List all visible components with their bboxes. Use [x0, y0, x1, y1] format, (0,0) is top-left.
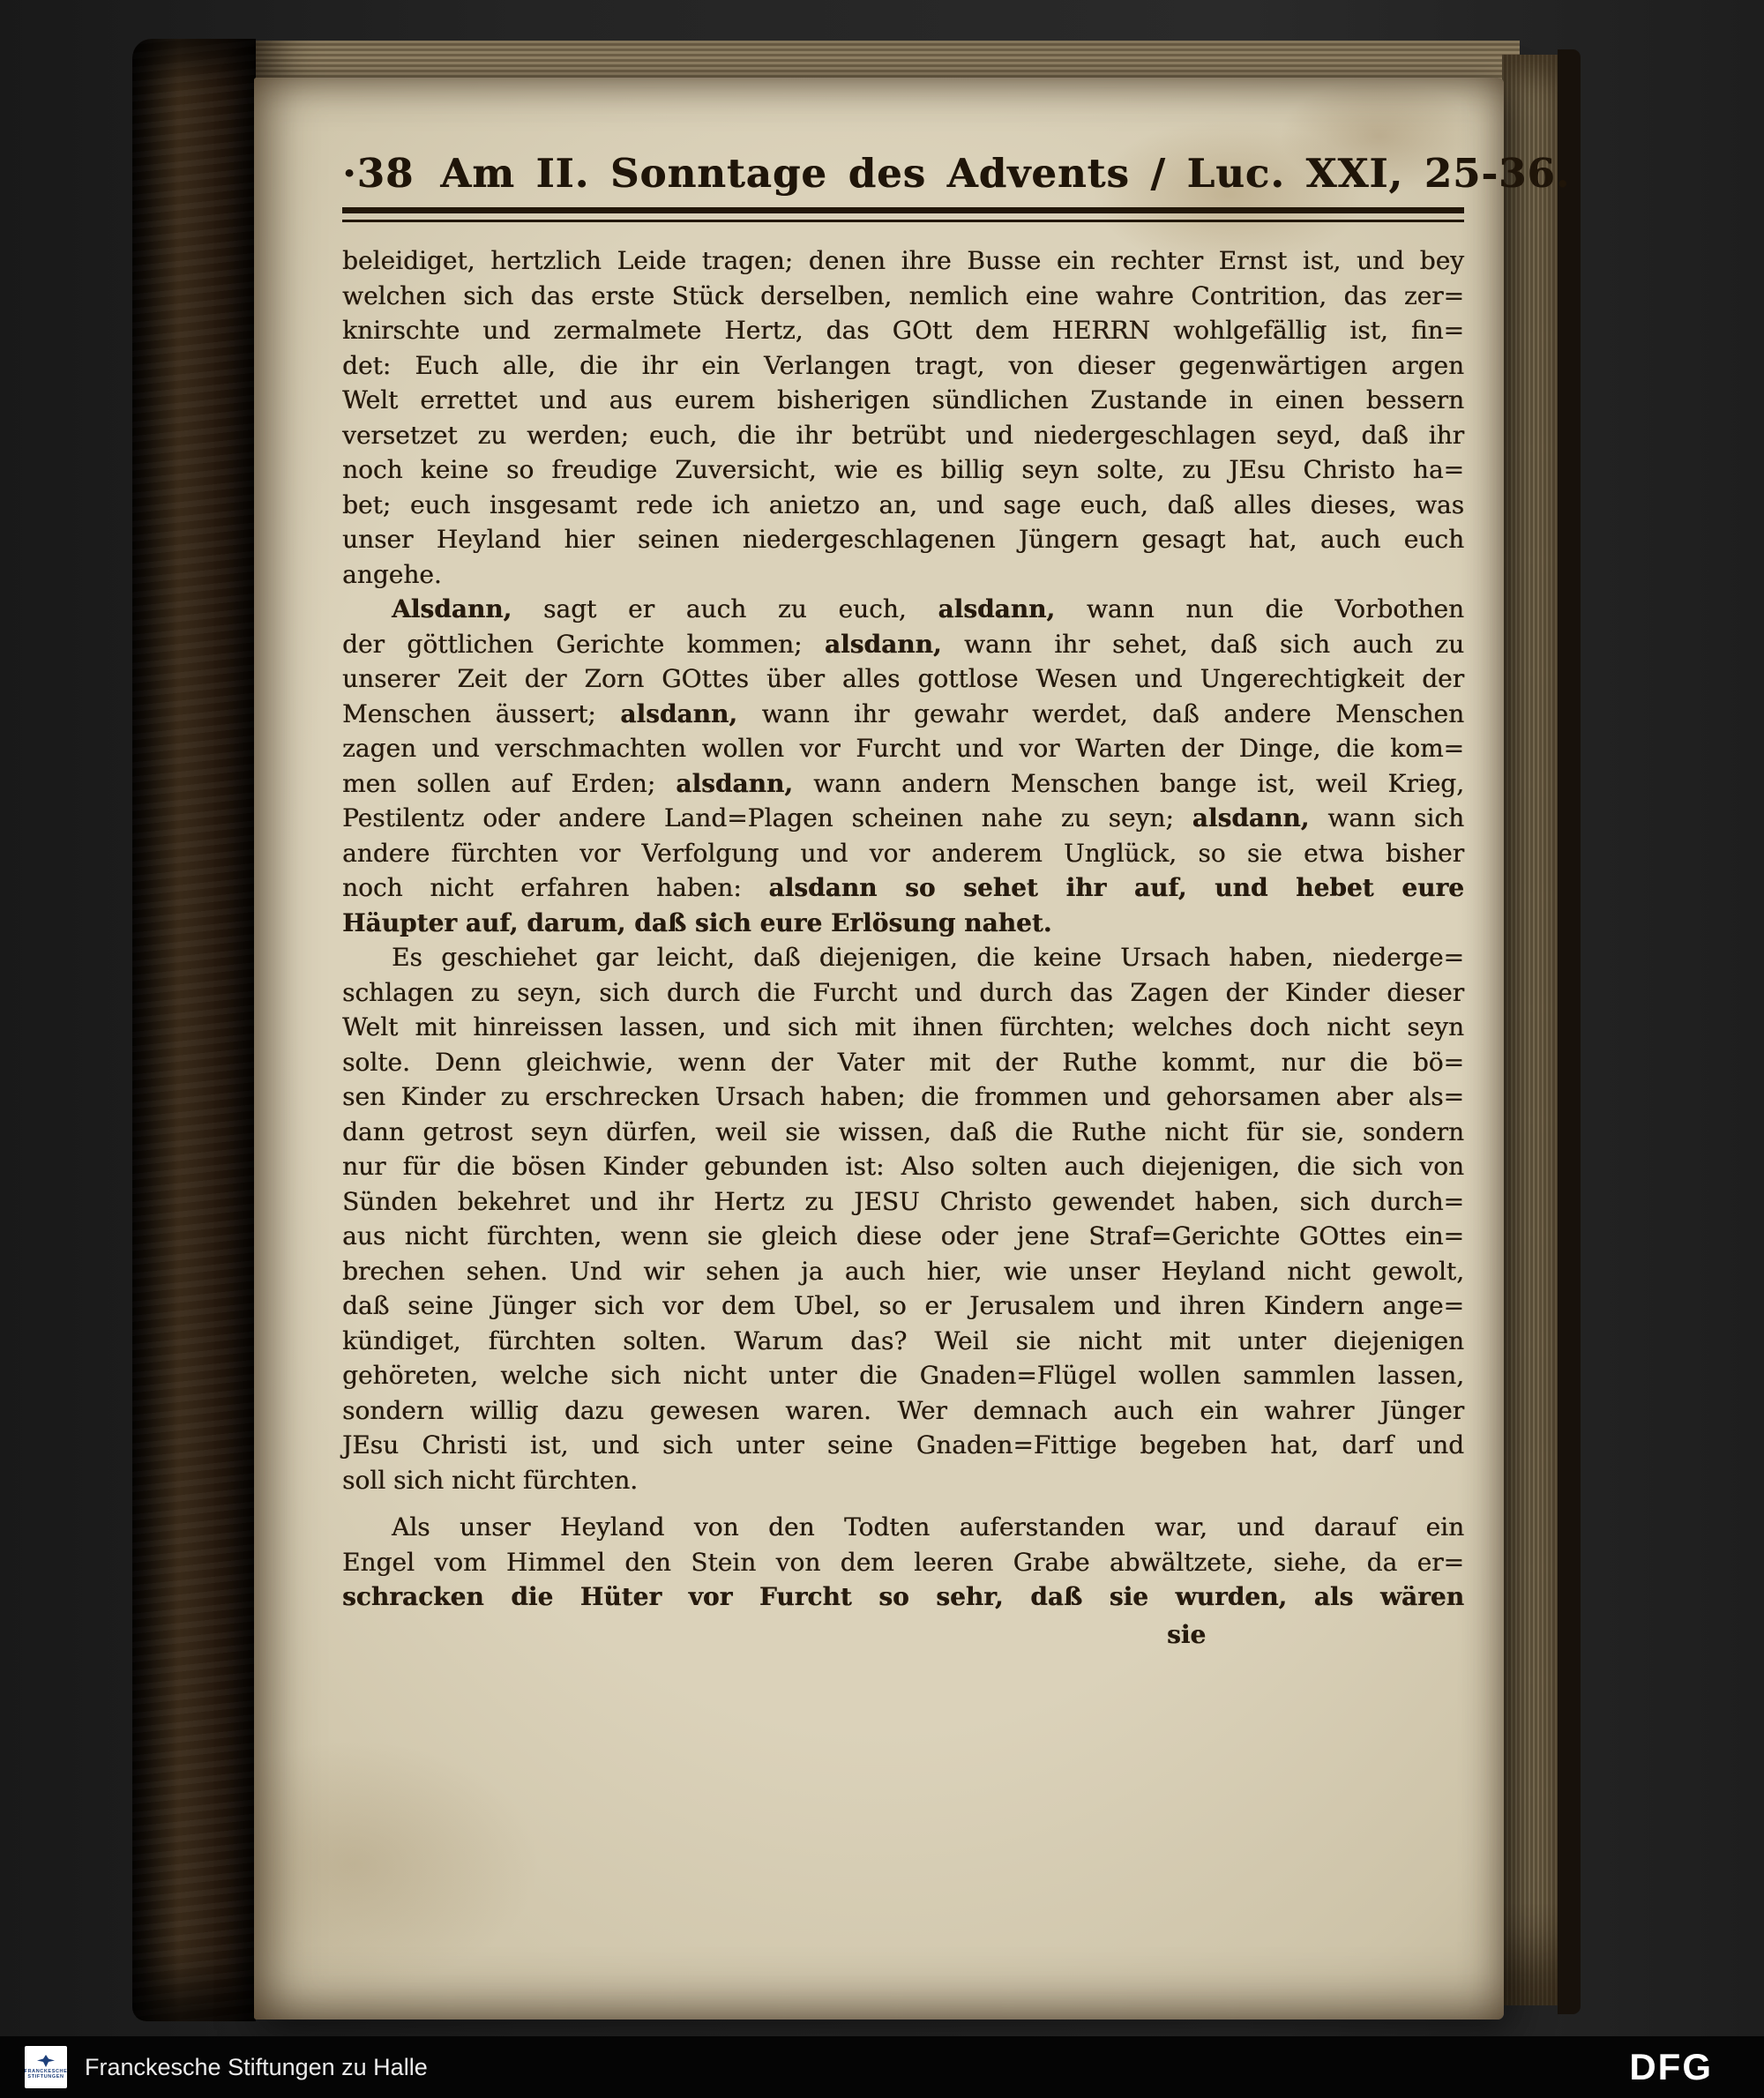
header-rule [342, 207, 1464, 222]
text-line: solte. Denn gleichwie, wenn der Vater mit der Ruthe kommt, nur die bö= [342, 1047, 1464, 1077]
back-cover-edge [1558, 49, 1581, 2014]
text-line: noch nicht erfahren haben: alsdann so sehet ihr auf, und hebet eure [342, 873, 1464, 902]
text-line: Welt errettet und aus eurem bisherigen sündlichen Zustande in einen bessern [342, 385, 1464, 414]
text-line: schracken die Hüter vor Furcht so sehr, daß sie wurden, als wären [342, 1582, 1464, 1611]
text-line: der göttlichen Gerichte kommen; alsdann, wann ihr sehet, daß sich auch zu [342, 629, 1464, 659]
paragraph [342, 243, 1464, 592]
text-line: men sollen auf Erden; alsdann, wann andern Menschen bange ist, weil Krieg, [342, 768, 1464, 798]
text-block [342, 243, 1464, 1615]
text-line: sen Kinder zu erschrecken Ursach haben; die frommen und gehorsamen aber als= [342, 1082, 1464, 1111]
text-line: bet; euch insgesamt rede ich anietzo an, und sage euch, daß alles dieses, was [342, 489, 1464, 519]
institution-name: Franckesche Stiftungen zu Halle [85, 2053, 428, 2080]
text-line: det: Euch alle, die ihr ein Verlangen tragt, von dieser gegenwärtigen argen [342, 350, 1464, 380]
page-stack-fore-edge [1502, 55, 1558, 2005]
text-line: knirschte und zermalmete Hertz, das GOtt dem HERRN wohlgefällig ist, fin= [342, 316, 1464, 345]
text-line: Als unser Heyland von den Todten auferstanden war, und darauf ein [392, 1512, 1464, 1542]
text-line: beleidiget, hertzlich Leide tragen; denen ihre Busse ein rechter Ernst ist, und bey [342, 246, 1464, 275]
text-line: aus nicht fürchten, wenn sie gleich diese oder jene Straf=Gerichte GOttes ein= [342, 1221, 1464, 1251]
dfg-logo: DFG [1629, 2046, 1713, 2087]
text-line: JEsu Christi ist, und sich unter seine Gnaden=Fittige begeben hat, darf und [342, 1430, 1464, 1460]
text-line: noch keine so freudige Zuversicht, wie es billig seyn solte, zu JEsu Christo ha= [342, 455, 1464, 484]
text-line: Häupter auf, darum, daß sich eure Erlösung nahet. [342, 907, 1052, 937]
text-line: brechen sehen. Und wir sehen ja auch hier, wie unser Heyland nicht gewolt, [342, 1256, 1464, 1286]
text-line: versetzet zu werden; euch, die ihr betrübt und niedergeschlagen seyd, daß ihr [342, 420, 1464, 450]
text-line: Es geschiehet gar leicht, daß diejenigen, die keine Ursach haben, niederge= [392, 943, 1464, 972]
text-line: nur für die bösen Kinder gebunden ist: Also solten auch diejenigen, die sich von [342, 1152, 1464, 1181]
text-line: Alsdann, sagt er auch zu euch, alsdann, wann nun die Vorbothen [392, 594, 1464, 623]
text-line: gehöreten, welche sich nicht unter die Gnaden=Flügel wollen sammlen lassen, [342, 1361, 1464, 1390]
paragraph [342, 1510, 1464, 1615]
text-line: welchen sich das erste Stück derselben, nemlich eine wahre Contrition, das zer= [342, 280, 1464, 310]
institution-logo [25, 2046, 67, 2088]
text-line: Menschen äussert; alsdann, wann ihr gewahr werdet, daß andere Menschen [342, 698, 1465, 728]
text-line: kündiget, fürchten solten. Warum das? Weil sie nicht mit unter diejenigen [342, 1325, 1464, 1355]
paragraph [342, 592, 1464, 940]
text-line: schlagen zu seyn, sich durch die Furcht und durch das Zagen der Kinder dieser [342, 977, 1464, 1007]
book-spine [132, 39, 256, 2021]
text-line: Engel vom Himmel den Stein von dem leeren Grabe abwältzete, siehe, da er= [342, 1547, 1464, 1577]
page-header [342, 150, 1571, 197]
text-line: Welt mit hinreissen lassen, und sich mit ihnen fürchten; welches doch nicht seyn [342, 1012, 1464, 1042]
institution-logo-text: FRANCKESCHE STIFTUNGEN [24, 2069, 68, 2079]
paragraph [342, 940, 1464, 1497]
text-line: soll sich nicht fürchten. [342, 1465, 639, 1495]
text-line: Sünden bekehret und ihr Hertz zu JESU Christo gewendet haben, sich durch= [342, 1186, 1464, 1216]
text-line: daß seine Jünger sich vor dem Ubel, so er Jerusalem und ihren Kindern ange= [342, 1291, 1464, 1320]
text-line: sondern willig dazu gewesen waren. Wer demnach auch ein wahrer Jünger [342, 1395, 1464, 1425]
text-line: Pestilentz oder andere Land=Plagen scheinen nahe zu seyn; alsdann, wann sich [342, 803, 1464, 832]
text-line: unser Heyland hier seinen niedergeschlagenen Jüngern gesagt hat, auch euch [342, 525, 1464, 554]
text-line: dann getrost seyn dürfen, weil sie wissen, daß die Ruthe nicht für sie, sondern [342, 1116, 1464, 1146]
text-line: angehe. [342, 559, 442, 589]
header-title: Am II. Sonntage des Advents / Luc. XXI, 25-36. [440, 150, 1571, 197]
bottom-bar [0, 2036, 1764, 2098]
text-line: andere fürchten vor Verfolgung und vor anderem Unglück, so sie etwa bisher [342, 838, 1464, 868]
catchword: sie [1167, 1619, 1207, 1649]
page-number: ·38 [342, 150, 415, 197]
eagle-icon [37, 2055, 55, 2067]
book-page [254, 78, 1571, 2020]
text-line: unserer Zeit der Zorn GOttes über alles gottlose Wesen und Ungerechtigkeit der [342, 664, 1464, 693]
text-line: zagen und verschmachten wollen vor Furcht und vor Warten der Dinge, die kom= [342, 734, 1464, 763]
